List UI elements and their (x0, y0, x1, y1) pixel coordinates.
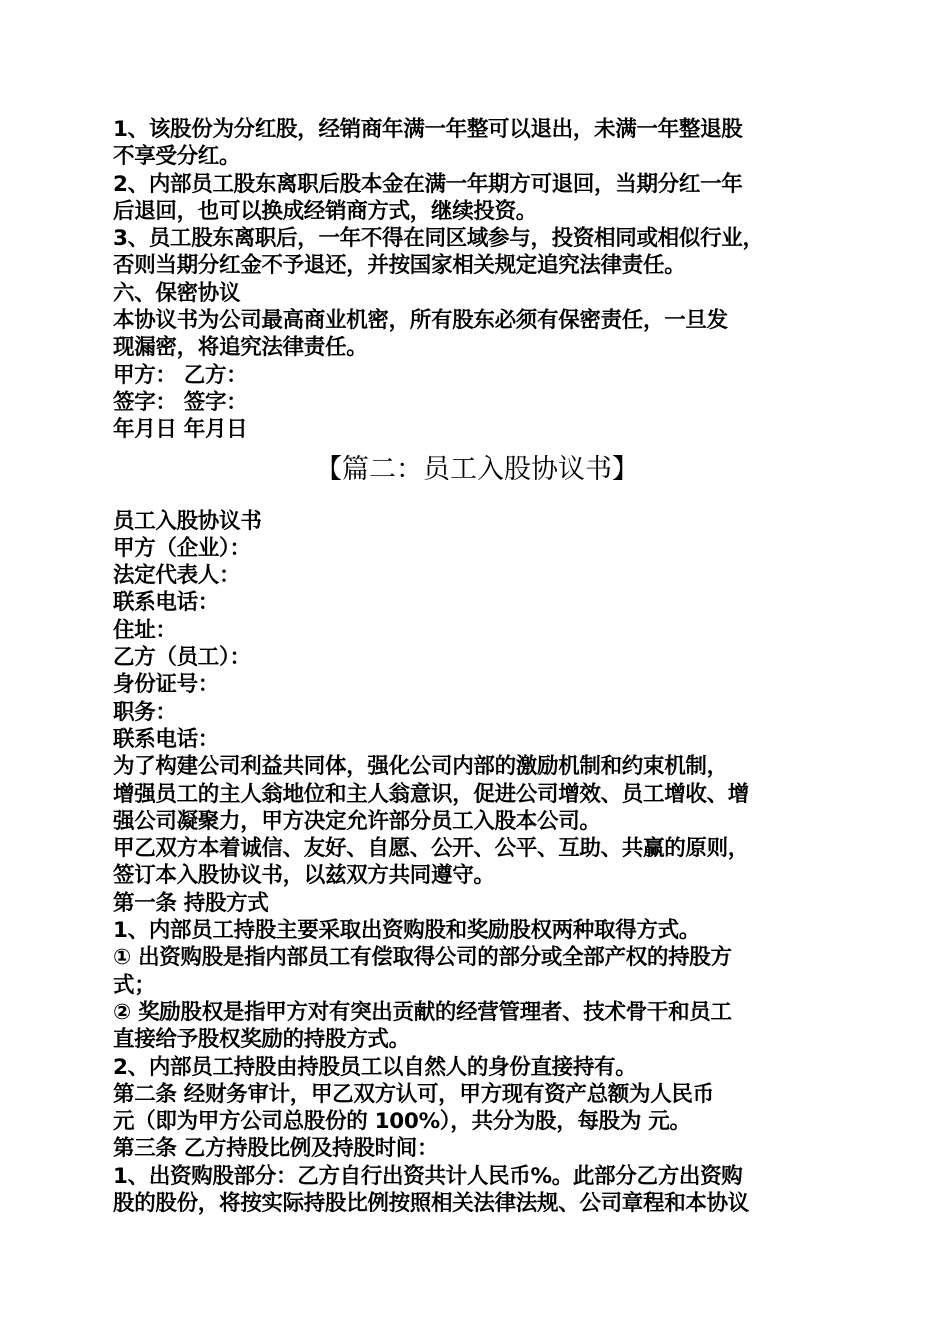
signature-parties: 甲方： 乙方： (113, 362, 248, 388)
text-line: 现漏密，将追究法律责任。 (113, 335, 368, 361)
text-line: 签订本入股协议书，以兹双方共同遵守。 (113, 863, 495, 889)
text-line: 增强员工的主人翁地位和主人翁意识，促进公司增效、员工增收、增 (113, 781, 750, 807)
text-line: 后退回，也可以换成经销商方式，继续投资。 (113, 198, 538, 224)
text-line: ② 奖励股权是指甲方对有突出贡献的经营管理者、技术骨干和员工 (113, 999, 732, 1025)
signature-date: 年月日 年月日 (113, 417, 248, 443)
text-line: 2、内部员工持股由持股员工以自然人的身份直接持有。 (113, 1054, 637, 1080)
text-line: 1、该股份为分红股，经销商年满一年整可以退出，未满一年整退股 (113, 117, 743, 142)
id-number-label: 身份证号： (113, 672, 220, 698)
section-title: 六、保密协议 (113, 280, 241, 306)
chapter-heading: 【篇二：员工入股协议书】 (315, 453, 639, 485)
text-line: 甲乙双方本着诚信、友好、自愿、公开、公平、互助、共赢的原则， (113, 836, 750, 862)
text-line: 股的股份，将按实际持股比例按照相关法律法规、公司章程和本协议 (113, 1190, 750, 1216)
text-line: 2、内部员工股东离职后股本金在满一年期方可退回，当期分红一年 (113, 171, 743, 197)
party-b-label: 乙方（员工）： (113, 645, 251, 671)
text-line: 式； (113, 972, 156, 998)
text-line: 直接给予股权奖励的持股方式。 (113, 1027, 410, 1053)
text-line: 为了构建公司利益共同体，强化公司内部的激励机制和约束机制， (113, 754, 728, 780)
text-line: 否则当期分红金不予退还，并按国家相关规定追究法律责任。 (113, 253, 686, 279)
article-title: 第二条 经财务审计，甲乙双方认可，甲方现有资产总额为人民币 (113, 1081, 714, 1107)
address-label: 住址： (113, 617, 177, 643)
text-line: 本协议书为公司最高商业机密，所有股东必须有保密责任，一旦发 (113, 308, 728, 334)
text-line: 1、内部员工持股主要采取出资购股和奖励股权两种取得方式。 (113, 918, 701, 944)
party-a-label: 甲方（企业）： (113, 535, 251, 561)
party-b-phone-label: 联系电话： (113, 726, 220, 752)
article-title: 第一条 持股方式 (113, 890, 269, 916)
text-line: ① 出资购股是指内部员工有偿取得公司的部分或全部产权的持股方 (113, 945, 732, 971)
text-line: 1、出资购股部分：乙方自行出资共计人民币%。此部分乙方出资购 (113, 1163, 743, 1189)
signature-sign: 签字： 签字： (113, 389, 248, 415)
text-line: 不享受分红。 (113, 144, 241, 170)
document-body (113, 116, 841, 1217)
article-title: 第三条 乙方持股比例及持股时间： (113, 1136, 439, 1162)
text-line: 元（即为甲方公司总股份的 100%），共分为股，每股为 元。 (113, 1109, 691, 1135)
position-label: 职务： (113, 699, 177, 725)
party-a-phone-label: 联系电话： (113, 590, 220, 616)
legal-rep-label: 法定代表人： (113, 563, 241, 589)
text-line: 3、员工股东离职后，一年不得在同区域参与，投资相同或相似行业， (113, 226, 764, 252)
text-line: 强公司凝聚力，甲方决定允许部分员工入股本公司。 (113, 808, 601, 834)
agreement-title: 员工入股协议书 (113, 508, 262, 534)
